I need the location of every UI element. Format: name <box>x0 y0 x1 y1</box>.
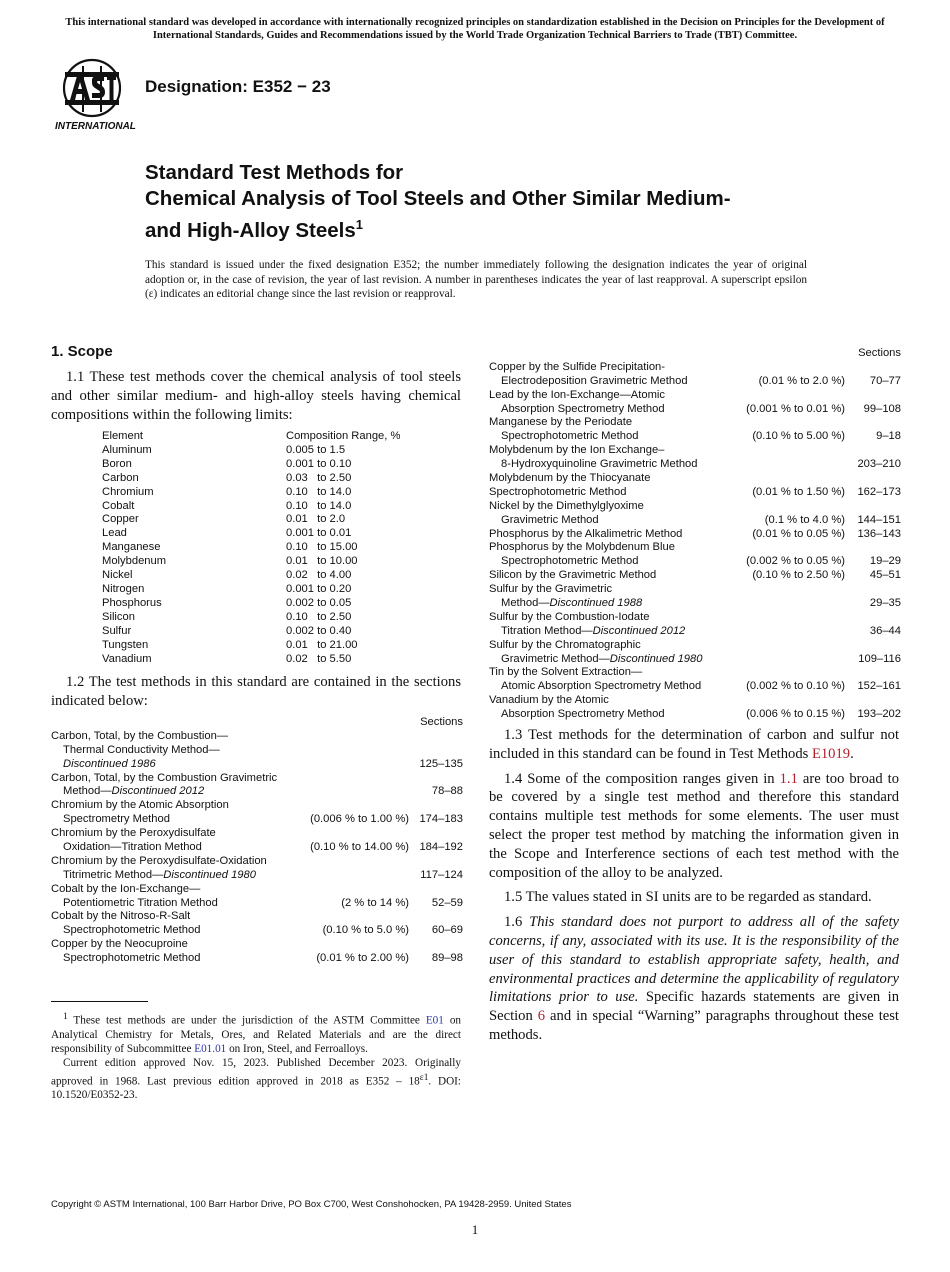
method-name: Method—Discontinued 2012 <box>63 785 205 798</box>
method-range: (0.10 % to 2.50 %) <box>752 569 845 582</box>
composition-row <box>102 653 402 667</box>
method-sections: 184–192 <box>419 841 463 854</box>
method-line <box>489 375 901 389</box>
method-range: (0.10 % to 5.00 %) <box>752 430 845 443</box>
method-name: 8-Hydroxyquinoline Gravimetric Method <box>501 458 698 471</box>
method-range: (0.006 % to 0.15 %) <box>746 708 845 721</box>
method-line <box>51 869 463 883</box>
method-line <box>489 611 901 625</box>
footnote-1: $^1$ These test methods are under the jurisdiction of the ASTM Committee E01 on Analytical Chemistry for Metals, Ores, and Related Materials and are the direct responsibility of Subcommittee E01.01 on Iron, Steel, and Ferroalloys. <box>51 1012 462 1056</box>
method-name: Molybdenum by the Thiocyanate <box>489 472 651 485</box>
method-line <box>51 827 463 841</box>
method-name: Carbon, Total, by the Combustion Gravimetric <box>51 771 278 784</box>
method-entry <box>489 416 901 444</box>
method-sections: 78–88 <box>431 785 463 798</box>
method-line <box>489 514 901 528</box>
method-line <box>489 625 901 639</box>
method-sections: 19–29 <box>869 555 901 568</box>
method-line <box>489 555 901 569</box>
composition-table <box>102 430 402 666</box>
method-name: Sulfur by the Chromatographic <box>489 638 641 651</box>
method-name: Gravimetric Method—Discontinued 1980 <box>501 652 703 665</box>
method-sections: 52–59 <box>431 896 463 909</box>
composition-element: Lead <box>102 527 127 540</box>
method-line <box>489 389 901 403</box>
composition-range: 0.001 to 0.01 <box>286 527 352 540</box>
composition-range: 0.02 to 4.00 <box>286 569 352 582</box>
composition-range: 0.002 to 0.05 <box>286 596 352 609</box>
method-name: Cobalt by the Nitroso-R-Salt <box>51 910 191 923</box>
composition-element: Nitrogen <box>102 582 145 595</box>
method-entry <box>51 855 463 883</box>
logo-wordmark: INTERNATIONAL <box>55 121 136 132</box>
composition-element: Copper <box>102 513 139 526</box>
method-name: Tin by the Solvent Extraction— <box>489 666 643 679</box>
composition-element: Cobalt <box>102 499 135 512</box>
title-line-3: and High-Alloy Steels$^1$ <box>145 217 363 242</box>
designation: Designation: E352 − 23 <box>145 77 331 96</box>
title-line-2: Chemical Analysis of Tool Steels and Other Similar Medium- <box>145 187 731 210</box>
composition-element: Sulfur <box>102 624 132 637</box>
method-entry <box>489 569 901 583</box>
method-range: (0.006 % to 1.00 %) <box>310 813 409 826</box>
method-line <box>489 458 901 472</box>
composition-range: 0.002 to 0.40 <box>286 624 352 637</box>
method-name: Cobalt by the Ion-Exchange— <box>51 882 201 895</box>
method-name: Oxidation—Titration Method <box>63 841 202 854</box>
method-entry <box>489 500 901 528</box>
method-sections: 203–210 <box>857 458 901 471</box>
composition-row <box>102 458 402 472</box>
title-line-1: Standard Test Methods for <box>145 161 404 184</box>
method-range: (0.10 % to 14.00 %) <box>310 841 409 854</box>
method-name: Copper by the Sulfide Precipitation- <box>489 360 665 373</box>
method-sections: 125–135 <box>419 757 463 770</box>
method-range: (2 % to 14 %) <box>341 896 409 909</box>
copyright: Copyright © ASTM International, 100 Barr Harbor Drive, PO Box C700, West Conshohocken, PA 19428-2959. United States <box>51 1199 572 1210</box>
method-name: Vanadium by the Atomic <box>489 694 609 707</box>
method-name: Titrimetric Method—Discontinued 1980 <box>63 868 256 881</box>
method-name: Spectrophotometric Method <box>489 485 627 498</box>
method-range: (0.01 % to 2.00 %) <box>316 952 409 965</box>
method-line <box>489 597 901 611</box>
composition-row <box>102 527 402 541</box>
method-entry <box>51 938 463 966</box>
composition-range: 0.01 to 21.00 <box>286 638 358 651</box>
composition-range: 0.001 to 0.10 <box>286 457 352 470</box>
footnote-rule <box>51 1001 148 1002</box>
method-name: Absorption Spectrometry Method <box>501 402 665 415</box>
method-name: Gravimetric Method <box>501 513 599 526</box>
paragraph-1-4: 1.4 Some of the composition ranges given in 1.1 are too broad to be covered by a single test method and therefore this standard contains multiple test methods for some elements. The user must select the proper test method by matching the information given in the Scope and Interference sections of each test method with the composition of the alloy to be analyzed. <box>489 770 899 881</box>
composition-row <box>102 611 402 625</box>
method-entry <box>489 694 901 722</box>
astm-logo <box>52 56 136 132</box>
composition-element: Chromium <box>102 485 154 498</box>
method-line <box>489 653 901 667</box>
paragraph-1-1: 1.1 These test methods cover the chemical analysis of tool steels and other similar medium- and high-alloy steels having chemical compositions within the following limits: <box>51 369 461 423</box>
method-sections: 144–151 <box>857 513 901 526</box>
e1019-link[interactable]: E1019 <box>811 745 851 762</box>
method-name: Spectrophotometric Method <box>501 430 639 443</box>
method-line <box>489 639 901 653</box>
composition-range: 0.10 to 2.50 <box>286 610 352 623</box>
composition-row <box>102 513 402 527</box>
method-line <box>51 813 463 827</box>
composition-row <box>102 486 402 500</box>
issuance-note: This standard is issued under the fixed designation E352; the number immediately following the designation indicates the year of original adoption or, in the case of revision, the year of last revision. A number in parentheses indicates the year of last reapproval. A superscript epsilon (ε) indicates an editorial change since the last revision or reapproval. <box>145 259 807 300</box>
method-sections: 109–116 <box>858 652 901 665</box>
composition-row <box>102 583 402 597</box>
composition-element: Boron <box>102 457 132 470</box>
method-line <box>489 416 901 430</box>
composition-element: Phosphorus <box>102 596 162 609</box>
composition-range: 0.01 to 2.0 <box>286 513 346 526</box>
method-entry <box>489 528 901 542</box>
composition-range: 0.03 to 2.50 <box>286 471 352 484</box>
method-entry <box>489 583 901 611</box>
method-name: Sulfur by the Gravimetric <box>489 583 613 596</box>
method-line <box>51 952 463 966</box>
composition-element: Molybdenum <box>102 555 167 568</box>
paragraph-1-6: 1.6 This standard does not purport to address all of the safety concerns, if any, associated with its use. It is the responsibility of the user of this standard to establish appropriate safety, health, and environmental practices and determine the applicability of regulatory limitations prior to use. Specific hazards statements are given in Section 6 and in special “Warning” paragraphs throughout these test methods. <box>489 914 899 1043</box>
method-sections: 9–18 <box>876 430 901 443</box>
method-line <box>489 361 901 375</box>
method-name: Phosphorus by the Molybdenum Blue <box>489 541 675 554</box>
document-title <box>145 160 845 244</box>
method-line <box>489 430 901 444</box>
method-name: Discontinued 1986 <box>63 757 156 770</box>
method-name: Manganese by the Periodate <box>489 416 633 429</box>
method-entry <box>51 730 463 772</box>
method-name: Silicon by the Gravimetric Method <box>489 569 657 582</box>
paragraphs-1-3-to-1-6 <box>489 726 899 1045</box>
method-entry <box>489 541 901 569</box>
composition-row <box>102 472 402 486</box>
title-footnote-ref: 1 <box>355 217 363 232</box>
method-name: Chromium by the Peroxydisulfate <box>51 827 216 840</box>
composition-row <box>102 625 402 639</box>
method-name: Spectrophotometric Method <box>63 952 201 965</box>
method-line <box>489 708 901 722</box>
method-name: Spectrometry Method <box>63 813 170 826</box>
method-sections: 70–77 <box>869 374 901 387</box>
composition-range: 0.02 to 5.50 <box>286 652 352 665</box>
method-name: Potentiometric Titration Method <box>63 896 218 909</box>
composition-element: Manganese <box>102 541 161 554</box>
method-range: (0.01 % to 0.05 %) <box>752 527 845 540</box>
method-name: Spectrophotometric Method <box>63 924 201 937</box>
composition-row <box>102 569 402 583</box>
method-line <box>51 730 463 744</box>
composition-range: 0.10 to 14.0 <box>286 485 352 498</box>
paragraph-1-2: 1.2 The test methods in this standard are contained in the sections indicated below: <box>51 674 461 709</box>
method-name: Absorption Spectrometry Method <box>501 708 665 721</box>
method-entry <box>51 827 463 855</box>
tbt-notice: This international standard was developed in accordance with internationally recognized principles on standardization established in the Decision on Principles for the Development of International Standards, Guides and Recommendations issued by the World Trade Organization Technical Barriers to Trade (TBT) Committee. <box>65 17 885 41</box>
method-line <box>489 694 901 708</box>
method-line <box>489 444 901 458</box>
composition-row <box>102 597 402 611</box>
composition-row <box>102 639 402 653</box>
subcommittee-link[interactable]: E01.01 <box>194 1043 227 1056</box>
method-name: Sulfur by the Combustion-Iodate <box>489 610 650 623</box>
paragraph-1-3: 1.3 Test methods for the determination of carbon and sulfur not included in this standard can be found in Test Methods E1019. <box>489 727 899 762</box>
methods-table-left <box>51 716 463 966</box>
method-entry <box>489 389 901 417</box>
method-sections: 136–143 <box>857 527 901 540</box>
sections-header-right: Sections <box>858 347 901 359</box>
method-range: (0.1 % to 4.0 %) <box>764 513 845 526</box>
method-range: (0.002 % to 0.05 %) <box>746 555 845 568</box>
method-name: Chromium by the Atomic Absorption <box>51 799 229 812</box>
method-entry <box>51 883 463 911</box>
method-line <box>489 569 901 583</box>
method-name: Chromium by the Peroxydisulfate-Oxidation <box>51 854 267 867</box>
composition-row <box>102 541 402 555</box>
method-name: Phosphorus by the Alkalimetric Method <box>489 527 683 540</box>
methods-table-right <box>489 347 901 722</box>
method-name: Atomic Absorption Spectrometry Method <box>501 680 702 693</box>
method-line <box>489 472 901 486</box>
method-line <box>489 403 901 417</box>
method-line <box>51 910 463 924</box>
composition-row <box>102 555 402 569</box>
method-entry <box>489 444 901 472</box>
method-range: (0.01 % to 1.50 %) <box>752 485 845 498</box>
method-sections: 36–44 <box>869 624 901 637</box>
method-line <box>51 758 463 772</box>
method-range: (0.001 % to 0.01 %) <box>746 402 845 415</box>
composition-range: 0.005 to 1.5 <box>286 443 346 456</box>
method-sections: 193–202 <box>857 708 901 721</box>
composition-element: Tungsten <box>102 638 149 651</box>
method-entry <box>489 361 901 389</box>
method-entry <box>489 639 901 667</box>
paragraph-1-5: 1.5 The values stated in SI units are to be regarded as standard. <box>504 889 872 906</box>
method-sections: 152–161 <box>857 680 901 693</box>
method-entry <box>51 910 463 938</box>
astm-logo-mark <box>52 56 136 132</box>
page-number: 1 <box>471 1222 479 1237</box>
section-6-link[interactable]: 6 <box>537 1008 546 1025</box>
method-line <box>489 541 901 555</box>
method-line <box>489 666 901 680</box>
method-sections: 162–173 <box>857 485 901 498</box>
method-name: Lead by the Ion-Exchange—Atomic <box>489 388 665 401</box>
committee-link[interactable]: E01 <box>425 1014 444 1027</box>
composition-range: 0.01 to 10.00 <box>286 555 358 568</box>
method-name: Carbon, Total, by the Combustion— <box>51 729 229 742</box>
composition-element: Nickel <box>102 569 133 582</box>
composition-range: 0.10 to 15.00 <box>286 541 358 554</box>
composition-range: 0.10 to 14.0 <box>286 499 352 512</box>
method-name: Spectrophotometric Method <box>501 555 639 568</box>
method-range: (0.10 % to 5.0 %) <box>322 924 409 937</box>
sections-header: Sections <box>420 716 463 728</box>
method-name: Titration Method—Discontinued 2012 <box>501 624 686 637</box>
footnote <box>51 1010 461 1103</box>
method-entry <box>51 799 463 827</box>
method-line <box>489 486 901 500</box>
method-line <box>51 924 463 938</box>
method-line <box>51 744 463 758</box>
method-line <box>51 938 463 952</box>
method-entry <box>489 611 901 639</box>
composition-range: 0.001 to 0.20 <box>286 582 352 595</box>
method-line <box>51 855 463 869</box>
method-sections: 174–183 <box>419 813 463 826</box>
composition-row <box>102 444 402 458</box>
footnote-edition: Current edition approved Nov. 15, 2023. Published December 2023. Originally approved in 1968. Last previous edition approved in 2018 as $E352 - 18^{\varepsilon 1}$. DOI: 10.1520/E0352-23. <box>51 1057 461 1102</box>
method-line <box>489 680 901 694</box>
composition-element: Carbon <box>102 471 139 484</box>
method-name: Molybdenum by the Ion Exchange– <box>489 444 665 457</box>
method-name: Electrodeposition Gravimetric Method <box>501 374 688 387</box>
method-name: Thermal Conductivity Method— <box>63 743 220 756</box>
section-heading-scope: 1. Scope <box>51 343 113 360</box>
method-sections: 29–35 <box>869 597 901 610</box>
method-line <box>489 528 901 542</box>
method-sections: 45–51 <box>869 569 901 582</box>
method-range: (0.002 % to 0.10 %) <box>746 680 845 693</box>
method-entry <box>489 472 901 500</box>
method-line <box>51 841 463 855</box>
method-name: Method—Discontinued 1988 <box>501 597 643 610</box>
method-sections: 99–108 <box>863 402 901 415</box>
composition-element: Vanadium <box>102 652 152 665</box>
method-line <box>51 883 463 897</box>
composition-row <box>102 500 402 514</box>
method-line <box>51 799 463 813</box>
method-line <box>489 583 901 597</box>
composition-header: Element Composition Range, % <box>102 430 401 442</box>
method-name: Copper by the Neocuproine <box>51 938 188 951</box>
method-sections: 117–124 <box>420 868 463 881</box>
method-name: Nickel by the Dimethylglyoxime <box>489 499 644 512</box>
method-line <box>489 500 901 514</box>
method-line <box>51 785 463 799</box>
method-entry <box>51 772 463 800</box>
method-sections: 89–98 <box>431 952 463 965</box>
ref-1-1-link[interactable]: 1.1 <box>779 770 798 787</box>
composition-element: Aluminum <box>102 443 152 456</box>
method-range: (0.01 % to 2.0 %) <box>758 374 845 387</box>
method-entry <box>489 666 901 694</box>
composition-element: Silicon <box>102 610 135 623</box>
method-line <box>51 897 463 911</box>
method-line <box>51 772 463 786</box>
method-sections: 60–69 <box>431 924 463 937</box>
